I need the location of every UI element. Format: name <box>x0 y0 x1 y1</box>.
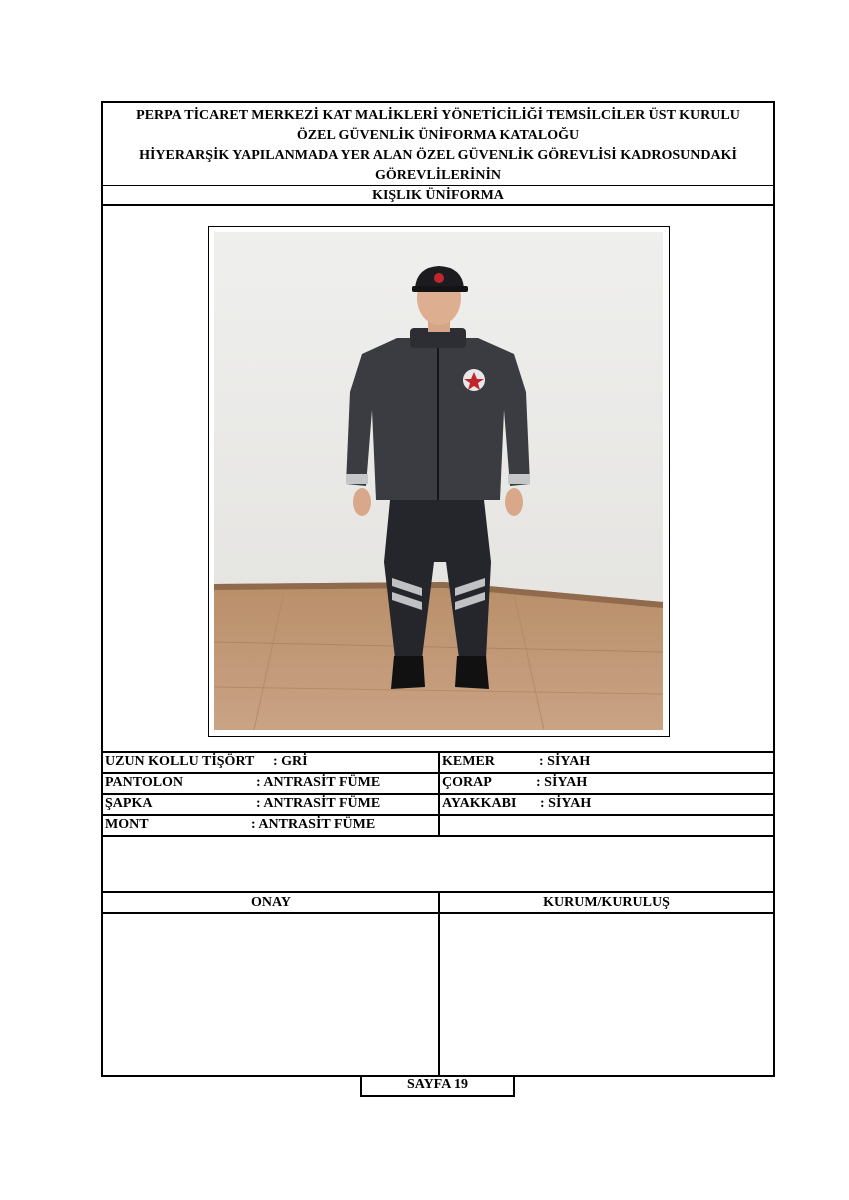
item-label: ÇORAP <box>442 775 492 790</box>
catalog-header <box>103 103 773 186</box>
item-value: : SİYAH <box>539 754 591 769</box>
item-value: : SİYAH <box>536 775 588 790</box>
item-label: AYAKKABI <box>442 796 517 811</box>
institution-header: KURUM/KURULUŞ <box>543 895 670 910</box>
signature-header <box>103 893 773 914</box>
signature-area <box>103 914 773 1075</box>
page-number: SAYFA 19 <box>360 1075 515 1097</box>
item-value: : GRİ <box>273 754 308 769</box>
item-row-1 <box>103 753 773 774</box>
item-label: KEMER <box>442 754 495 769</box>
catalog-page-frame <box>101 101 775 1077</box>
header-line-2: ÖZEL GÜVENLİK ÜNİFORMA KATALOĞU <box>296 128 580 143</box>
header-line-3: HİYERARŞİK YAPILANMADA YER ALAN ÖZEL GÜVENLİK GÖREVLİSİ KADROSUNDAKİ <box>139 148 737 163</box>
item-value: : SİYAH <box>540 796 592 811</box>
item-row-3 <box>103 795 773 816</box>
institution-signature-box <box>440 914 773 1075</box>
notes-area <box>103 837 773 893</box>
item-label: PANTOLON <box>105 775 184 790</box>
approval-header: ONAY <box>251 895 291 910</box>
item-label: ŞAPKA <box>105 796 153 811</box>
item-row-2 <box>103 774 773 795</box>
item-value: : ANTRASİT FÜME <box>256 775 381 790</box>
item-value: : ANTRASİT FÜME <box>256 796 381 811</box>
uniform-photo-illustration <box>214 232 663 730</box>
header-line-4: GÖREVLİLERİNİN <box>374 168 502 183</box>
header-line-1: PERPA TİCARET MERKEZİ KAT MALİKLERİ YÖNETİCİLİĞİ TEMSİLCİLER ÜST KURULU <box>136 108 740 123</box>
item-value: : ANTRASİT FÜME <box>251 817 376 832</box>
item-label: MONT <box>105 817 149 832</box>
photo-area <box>103 206 773 753</box>
approval-signature-box <box>103 914 438 1075</box>
uniform-photo <box>208 226 670 737</box>
uniform-type-title: KIŞLIK ÜNİFORMA <box>103 186 773 206</box>
item-label: UZUN KOLLU TİŞÖRT <box>105 754 255 769</box>
item-row-4 <box>103 816 773 837</box>
